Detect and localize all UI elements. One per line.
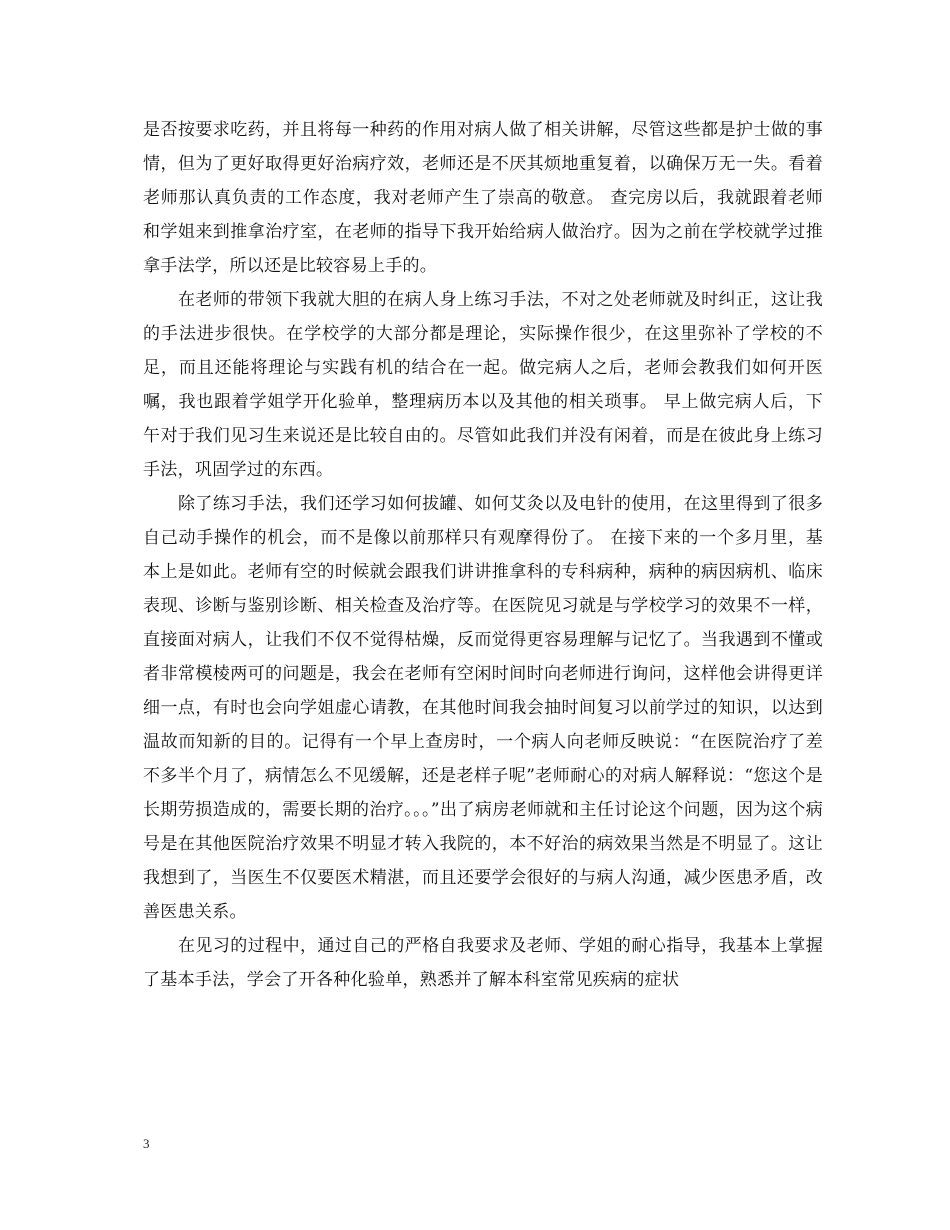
page-number: 3 (143, 1136, 150, 1151)
body-text (143, 113, 823, 997)
paragraph-3: 除了练习手法，我们还学习如何拔罐、如何艾灸以及电针的使用，在这里得到了很多自己动手操作的机会，而不是像以前那样只有观摩得份了。 在接下来的一个多月里，基本上是如此。老师有空的时候就会跟我们讲讲推拿科的专科病种，病种的病因病机、临床表现、诊断与鉴别诊断、相关检查及治疗等。在医院见习就是与学校学习的效果不一样，直接面对病人，让我们不仅不觉得枯燥，反而觉得更容易理解与记忆了。当我遇到不懂或者非常模棱两可的问题是，我会在老师有空闲时间时向老师进行询问，这样他会讲得更详细一点，有时也会向学姐虚心请教，在其他时间我会抽时间复习以前学过的知识，以达到温故而知新的目的。记得有一个早上查房时，一个病人向老师反映说：“在医院治疗了差不多半个月了，病情怎么不见缓解，还是老样子呢”老师耐心的对病人解释说：“您这个是长期劳损造成的，需要长期的治疗。。。”出了病房老师就和主任讨论这个问题，因为这个病号是在其他医院治疗效果不明显才转入我院的，本不好治的病效果当然是不明显了。这让我想到了，当医生不仅要医术精湛，而且还要学会很好的与病人沟通，减少医患矛盾，改善医患关系。 (143, 494, 823, 922)
paragraph-1: 是否按要求吃药，并且将每一种药的作用对病人做了相关讲解，尽管这些都是护士做的事情，但为了更好取得更好治病疗效，老师还是不厌其烦地重复着，以确保万无一失。看着老师那认真负责的工作态度，我对老师产生了崇高的敬意。 查完房以后，我就跟着老师和学姐来到推拿治疗室，在老师的指导下我开始给病人做治疗。因为之前在学校就学过推拿手法学，所以还是比较容易上手的。 (143, 120, 823, 276)
paragraph-4: 在见习的过程中，通过自己的严格自我要求及老师、学姐的耐心指导，我基本上掌握了基本手法，学会了开各种化验单，熟悉并了解本科室常见疾病的症状 (143, 936, 823, 990)
paragraph-2: 在老师的带领下我就大胆的在病人身上练习手法，不对之处老师就及时纠正，这让我的手法进步很快。在学校学的大部分都是理论，实际操作很少，在这里弥补了学校的不足，而且还能将理论与实践有机的结合在一起。做完病人之后，老师会教我们如何开医嘱，我也跟着学姐学开化验单，整理病历本以及其他的相关琐事。 早上做完病人后，下午对于我们见习生来说还是比较自由的。尽管如此我们并没有闲着，而是在彼此身上练习手法，巩固学过的东西。 (143, 290, 823, 480)
